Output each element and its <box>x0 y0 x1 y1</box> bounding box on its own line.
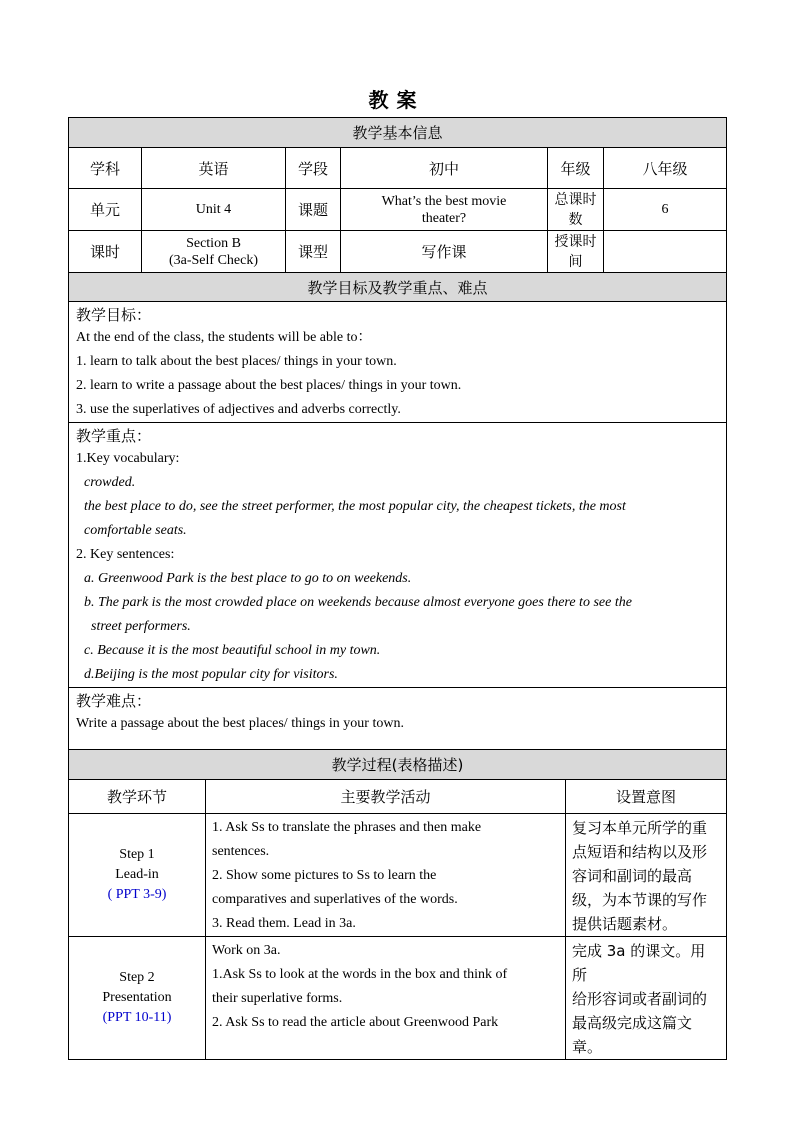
activities-cell <box>206 937 566 1060</box>
intent-line: 完成 3a 的课文。用所 <box>572 942 706 984</box>
column-header-activities: 主要教学活动 <box>206 780 566 814</box>
vocab-line: crowded. <box>84 475 136 490</box>
period-label: 课时 <box>69 231 142 273</box>
intent-cell <box>566 937 727 1060</box>
lesson-type-label: 课型 <box>286 231 341 273</box>
objective-line: 2. learn to write a passage about the best places/ things in your town. <box>76 378 462 393</box>
process-table <box>68 749 727 1060</box>
unit-value: Unit 4 <box>142 189 286 231</box>
activities-cell <box>206 814 566 937</box>
intent-line: 章。 <box>572 1038 603 1056</box>
objectives-block <box>69 302 727 423</box>
step-name: Presentation <box>102 990 172 1005</box>
activity-line: 3. Read them. Lead in 3a. <box>212 916 356 931</box>
unit-label: 单元 <box>69 189 142 231</box>
step-cell <box>69 814 206 937</box>
subject-value: 英语 <box>142 148 286 189</box>
key-points-block <box>69 423 727 688</box>
sentence-line: b. The park is the most crowded place on weekends because almost everyone goes there to see the <box>84 595 632 610</box>
basic-info-header: 教学基本信息 <box>69 118 727 148</box>
step-ppt: (PPT 10-11) <box>102 1010 172 1025</box>
process-header: 教学过程(表格描述) <box>69 750 727 780</box>
stage-value: 初中 <box>341 148 548 189</box>
difficulty-text: Write a passage about the best places/ things in your town. <box>76 716 404 731</box>
total-periods-value: 6 <box>604 189 727 231</box>
intent-line: 提供话题素材。 <box>572 915 678 933</box>
objective-line: At the end of the class, the students will be able to： <box>76 330 372 345</box>
teaching-time-value <box>604 231 727 273</box>
difficulty-label: 教学难点： <box>76 692 152 710</box>
activity-line: comparatives and superlatives of the words. <box>212 892 458 907</box>
step-cell <box>69 937 206 1060</box>
total-periods-label: 总课时数 <box>548 189 604 231</box>
intent-line: 给形容词或者副词的 <box>572 990 708 1008</box>
objective-line: 1. learn to talk about the best places/ things in your town. <box>76 354 397 369</box>
intent-cell <box>566 814 727 937</box>
table-row <box>69 814 727 937</box>
sentence-line: street performers. <box>91 619 191 634</box>
activity-line: 1. Ask Ss to translate the phrases and then make <box>212 820 482 835</box>
objectives-label: 教学目标： <box>76 306 152 324</box>
vocab-line: comfortable seats. <box>84 523 187 538</box>
objectives-header: 教学目标及教学重点、难点 <box>69 273 727 302</box>
vocab-line: the best place to do, see the street performer, the most popular city, the cheapest tickets, the most <box>84 499 626 514</box>
sentences-label: 2. Key sentences: <box>76 547 175 562</box>
vocab-label: 1.Key vocabulary: <box>76 451 180 466</box>
activity-line: sentences. <box>212 844 270 859</box>
step-ppt: ( PPT 3-9) <box>107 887 167 902</box>
intent-line: 级，为本节课的写作 <box>572 891 708 909</box>
teaching-time-label: 授课时间 <box>548 231 604 273</box>
intent-line: 复习本单元所学的重 <box>572 819 708 837</box>
period-value <box>142 231 286 273</box>
topic-label: 课题 <box>286 189 341 231</box>
step-number: Step 2 <box>119 970 155 985</box>
step-name: Lead-in <box>115 867 159 882</box>
activity-line: their superlative forms. <box>212 991 343 1006</box>
intent-line: 容词和副词的最高 <box>572 867 693 885</box>
table-row <box>69 937 727 1060</box>
intent-line: 点短语和结构以及形 <box>572 843 708 861</box>
subject-label: 学科 <box>69 148 142 189</box>
period-line-1: Section B <box>186 235 241 251</box>
grade-label: 年级 <box>548 148 604 189</box>
activity-line: Work on 3a. <box>212 943 281 958</box>
lesson-type-value: 写作课 <box>341 231 548 273</box>
basic-info-table <box>68 117 727 755</box>
activity-line: 2. Ask Ss to read the article about Greenwood Park <box>212 1015 499 1030</box>
activity-line: 1.Ask Ss to look at the words in the box and think of <box>212 967 508 982</box>
difficulty-block <box>69 688 727 755</box>
topic-value: What’s the best movie theater? <box>341 189 548 231</box>
column-header-intent: 设置意图 <box>566 780 727 814</box>
sentence-line: a. Greenwood Park is the best place to go to on weekends. <box>84 571 412 586</box>
intent-line: 最高级完成这篇文 <box>572 1014 693 1032</box>
document-title: 教案 <box>368 88 425 112</box>
grade-value: 八年级 <box>604 148 727 189</box>
stage-label: 学段 <box>286 148 341 189</box>
step-number: Step 1 <box>119 847 155 862</box>
key-points-label: 教学重点： <box>76 427 152 445</box>
objective-line: 3. use the superlatives of adjectives and adverbs correctly. <box>76 402 401 417</box>
column-header-step: 教学环节 <box>69 780 206 814</box>
activity-line: 2. Show some pictures to Ss to learn the <box>212 868 437 883</box>
sentence-line: c. Because it is the most beautiful school in my town. <box>84 643 381 658</box>
sentence-line: d.Beijing is the most popular city for visitors. <box>84 667 338 682</box>
period-line-2: (3a-Self Check) <box>168 252 259 268</box>
